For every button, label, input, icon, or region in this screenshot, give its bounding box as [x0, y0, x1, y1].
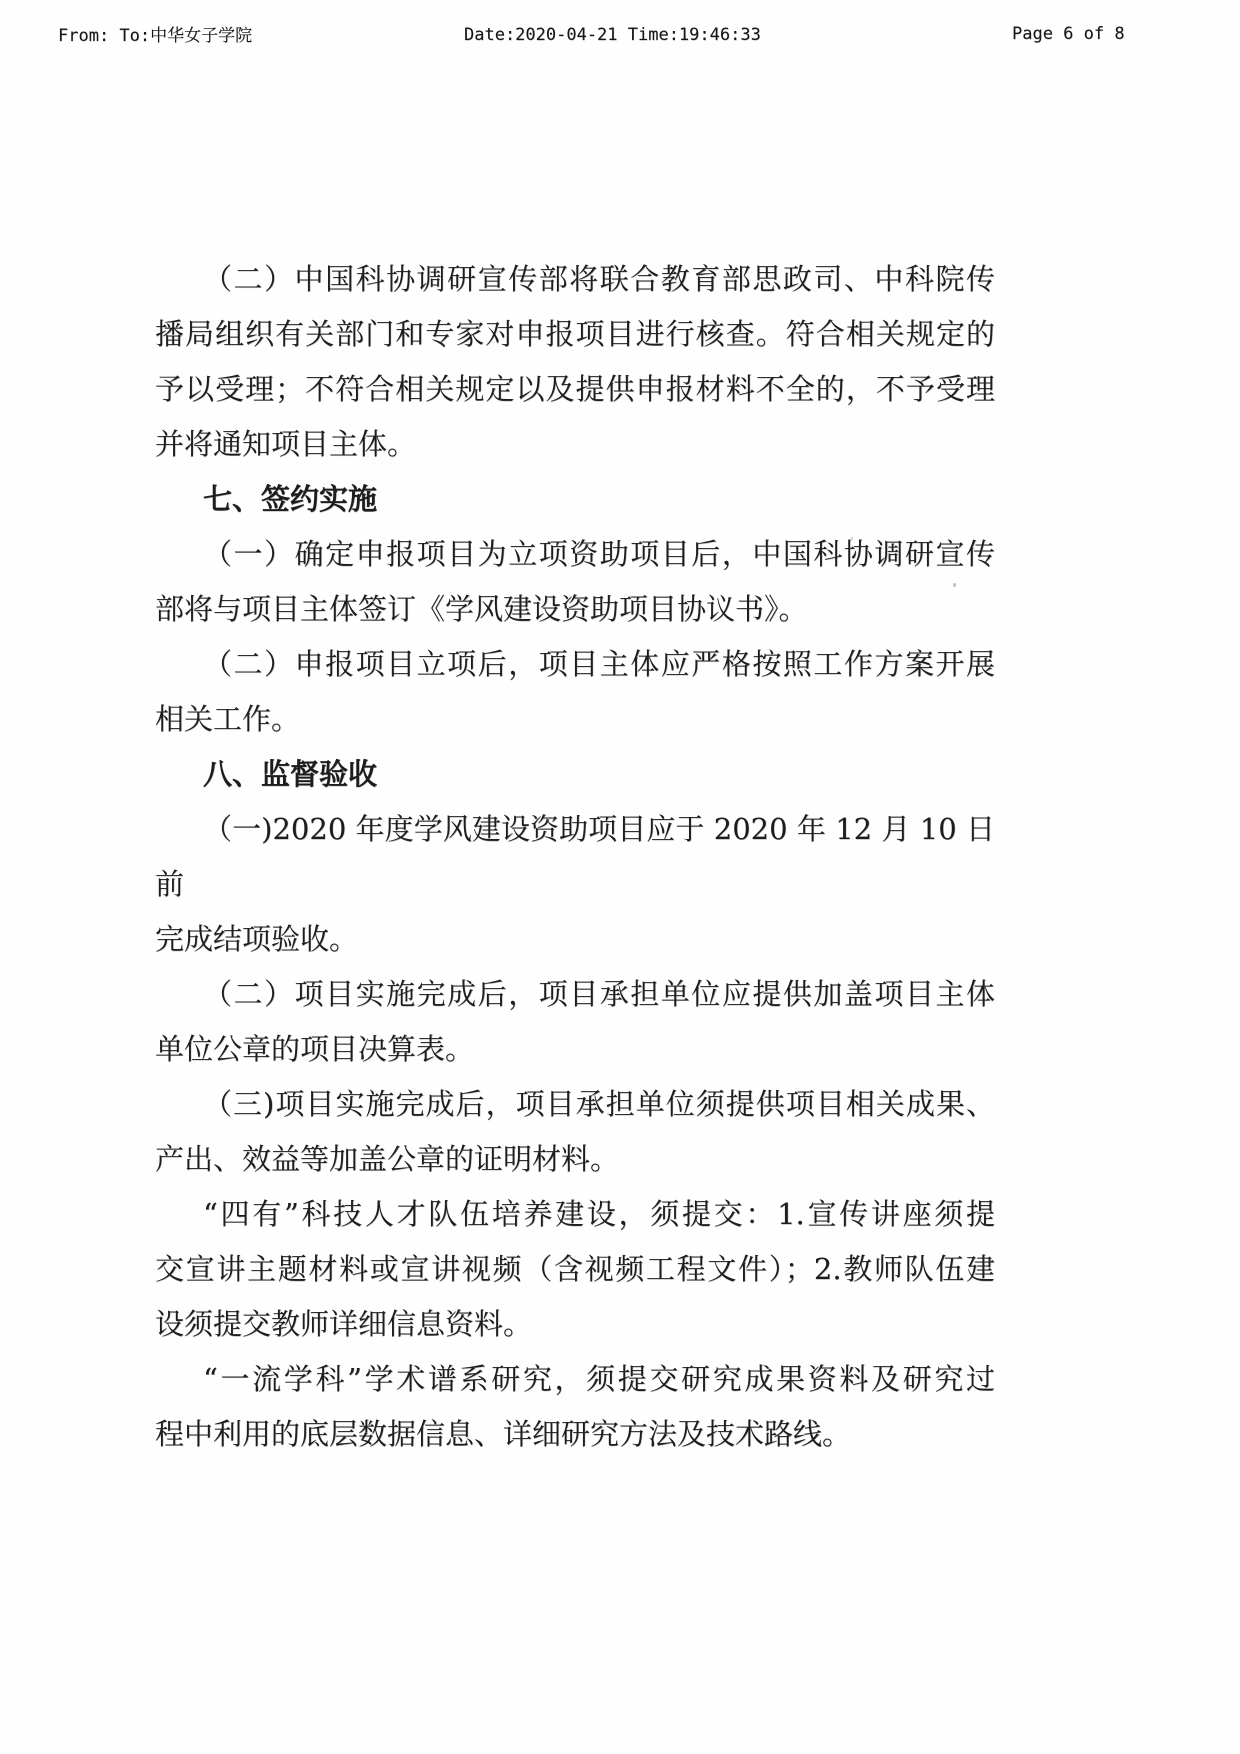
paragraph-line: 予以受理；不符合相关规定以及提供申报材料不全的，不予受理	[155, 372, 995, 406]
paragraph-line: 播局组织有关部门和专家对申报项目进行核查。符合相关规定的	[155, 317, 995, 351]
paragraph-line: “四有”科技人才队伍培养建设，须提交：1.宣传讲座须提	[203, 1197, 995, 1231]
scan-artifact-speck	[953, 583, 956, 587]
paragraph-line: 完成结项验收。	[155, 922, 359, 956]
paragraph-line: 单位公章的项目决算表。	[155, 1032, 475, 1066]
paragraph-line: 并将通知项目主体。	[155, 427, 417, 461]
scan-artifact-speck	[851, 537, 853, 540]
document-body	[155, 252, 995, 1462]
paragraph-line: （二）中国科协调研宣传部将联合教育部思政司、中科院传	[203, 262, 995, 296]
fax-header	[0, 0, 1240, 60]
paragraph-line: （一)2020 年度学风建设资助项目应于 2020 年 12 月 10 日前	[155, 812, 995, 901]
section-heading: 七、签约实施	[203, 482, 378, 516]
fax-page-number: Page 6 of 8	[1012, 24, 1125, 44]
paragraph-line: （一）确定申报项目为立项资助项目后，中国科协调研宣传	[203, 537, 995, 571]
paragraph-line: 交宣讲主题材料或宣讲视频（含视频工程文件）；2.教师队伍建	[155, 1252, 995, 1286]
paragraph-line: 设须提交教师详细信息资料。	[155, 1307, 533, 1341]
paragraph-line: （三)项目实施完成后，项目承担单位须提供项目相关成果、	[203, 1087, 995, 1121]
paragraph-line: 相关工作。	[155, 702, 301, 736]
paragraph-line: （二）申报项目立项后，项目主体应严格按照工作方案开展	[203, 647, 995, 681]
fax-sender-info: From: To:中华女子学院	[58, 26, 253, 46]
paragraph-line: （二）项目实施完成后，项目承担单位应提供加盖项目主体	[203, 977, 995, 1011]
fax-datetime: Date:2020-04-21 Time:19:46:33	[464, 25, 761, 45]
section-heading: 八、监督验收	[203, 757, 378, 791]
paragraph-line: 产出、效益等加盖公章的证明材料。	[155, 1142, 620, 1176]
paragraph-line: 部将与项目主体签订《学风建设资助项目协议书》。	[155, 592, 808, 626]
paragraph-line: 程中利用的底层数据信息、详细研究方法及技术路线。	[155, 1417, 852, 1451]
paragraph-line: “一流学科”学术谱系研究，须提交研究成果资料及研究过	[203, 1362, 995, 1396]
